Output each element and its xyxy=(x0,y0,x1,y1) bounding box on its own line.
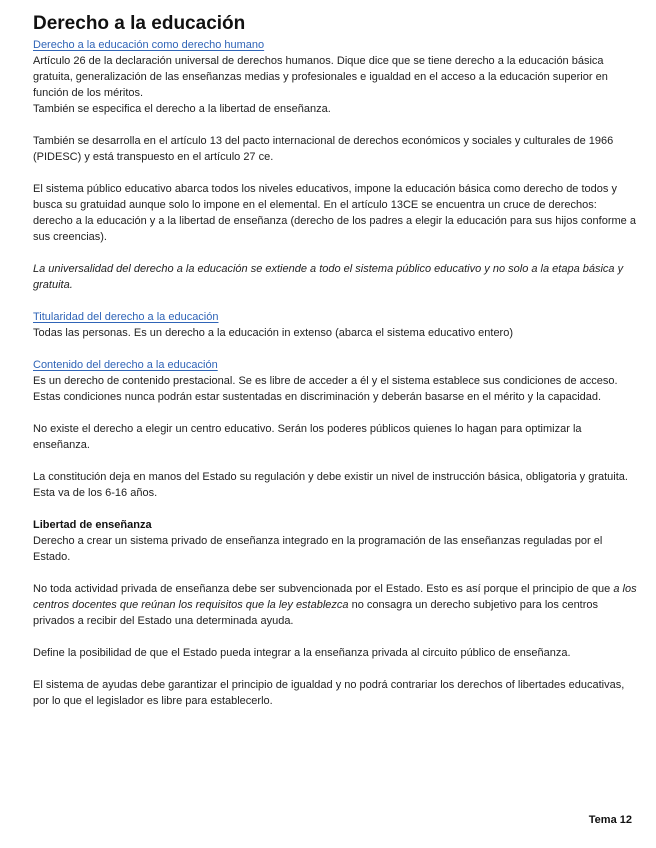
paragraph: El sistema de ayudas debe garantizar el principio de igualdad y no podrá contrariar los derechos of libertades educativas, por lo que el legislador es libre para establecerlo. xyxy=(33,679,625,707)
paragraph: La constitución deja en manos del Estado su regulación y debe existir un nivel de instrucción básica, obligatoria y gratuita. Esta va de los 6-16 años. xyxy=(33,471,628,499)
text-run-italic: a los centros docentes que reúnan los requisitos que la ley establezca xyxy=(33,583,637,611)
section-heading-derecho-humano[interactable]: Derecho a la educación como derecho humano xyxy=(33,39,265,51)
document-body xyxy=(33,37,638,725)
page-title: Derecho a la educación xyxy=(33,13,246,34)
paragraph: Artículo 26 de la declaración universal de derechos humanos. Dique dice que se tiene derecho a la educación básica gratuita, generalización de las enseñanzas medias y profesionales e igualdad en el acceso a la educación superior en función de los méritos. xyxy=(33,55,608,99)
paragraph: Todas las personas. Es un derecho a la educación in extenso (abarca el sistema educativo entero) xyxy=(33,327,514,339)
paragraph: El sistema público educativo abarca todos los niveles educativos, impone la educación básica como derecho de todos y busca su gratuidad aunque solo lo impone en el elemental. En el artículo 13CE se encuentra un cruce de derechos: derecho a la educación y a la libertad de enseñanza (derecho de los padres a elegir la educación para sus hijos conforme a sus creencias). xyxy=(33,183,636,243)
paragraph: No existe el derecho a elegir un centro educativo. Serán los poderes públicos quienes lo hagan para optimizar la enseñanza. xyxy=(33,423,582,451)
paragraph: También se especifica el derecho a la libertad de enseñanza. xyxy=(33,103,331,115)
text-run: No toda actividad privada de enseñanza debe ser subvencionada por el Estado. Esto es así porque el principio de que xyxy=(33,583,614,595)
section-heading-titularidad[interactable]: Titularidad del derecho a la educación xyxy=(33,311,219,323)
paragraph: Define la posibilidad de que el Estado pueda integrar a la enseñanza privada al circuito público de enseñanza. xyxy=(33,647,571,659)
paragraph: Es un derecho de contenido prestacional. Se es libre de acceder a él y el sistema establece sus condiciones de acceso. Estas condiciones nunca podrán estar sustentadas en discriminación y deberán basarse en el mérito y la capacidad. xyxy=(33,375,618,403)
paragraph xyxy=(33,581,638,629)
section-heading-contenido[interactable]: Contenido del derecho a la educación xyxy=(33,359,218,371)
page-footer-label: Tema 12 xyxy=(588,814,632,826)
text-run: no consagra un derecho subjetivo para los centros privados a recibir del Estado una determinada ayuda. xyxy=(33,599,599,627)
paragraph-italic: La universalidad del derecho a la educación se extiende a todo el sistema público educativo y no solo a la etapa básica y gratuita. xyxy=(33,263,624,291)
paragraph: También se desarrolla en el artículo 13 del pacto internacional de derechos económicos y sociales y culturales de 1966 (PIDESC) y está transpuesto en el artículo 27 ce. xyxy=(33,135,614,163)
subheading-libertad: Libertad de enseñanza xyxy=(33,519,152,531)
paragraph: Derecho a crear un sistema privado de enseñanza integrado en la programación de las enseñanzas reguladas por el Estado. xyxy=(33,535,603,563)
